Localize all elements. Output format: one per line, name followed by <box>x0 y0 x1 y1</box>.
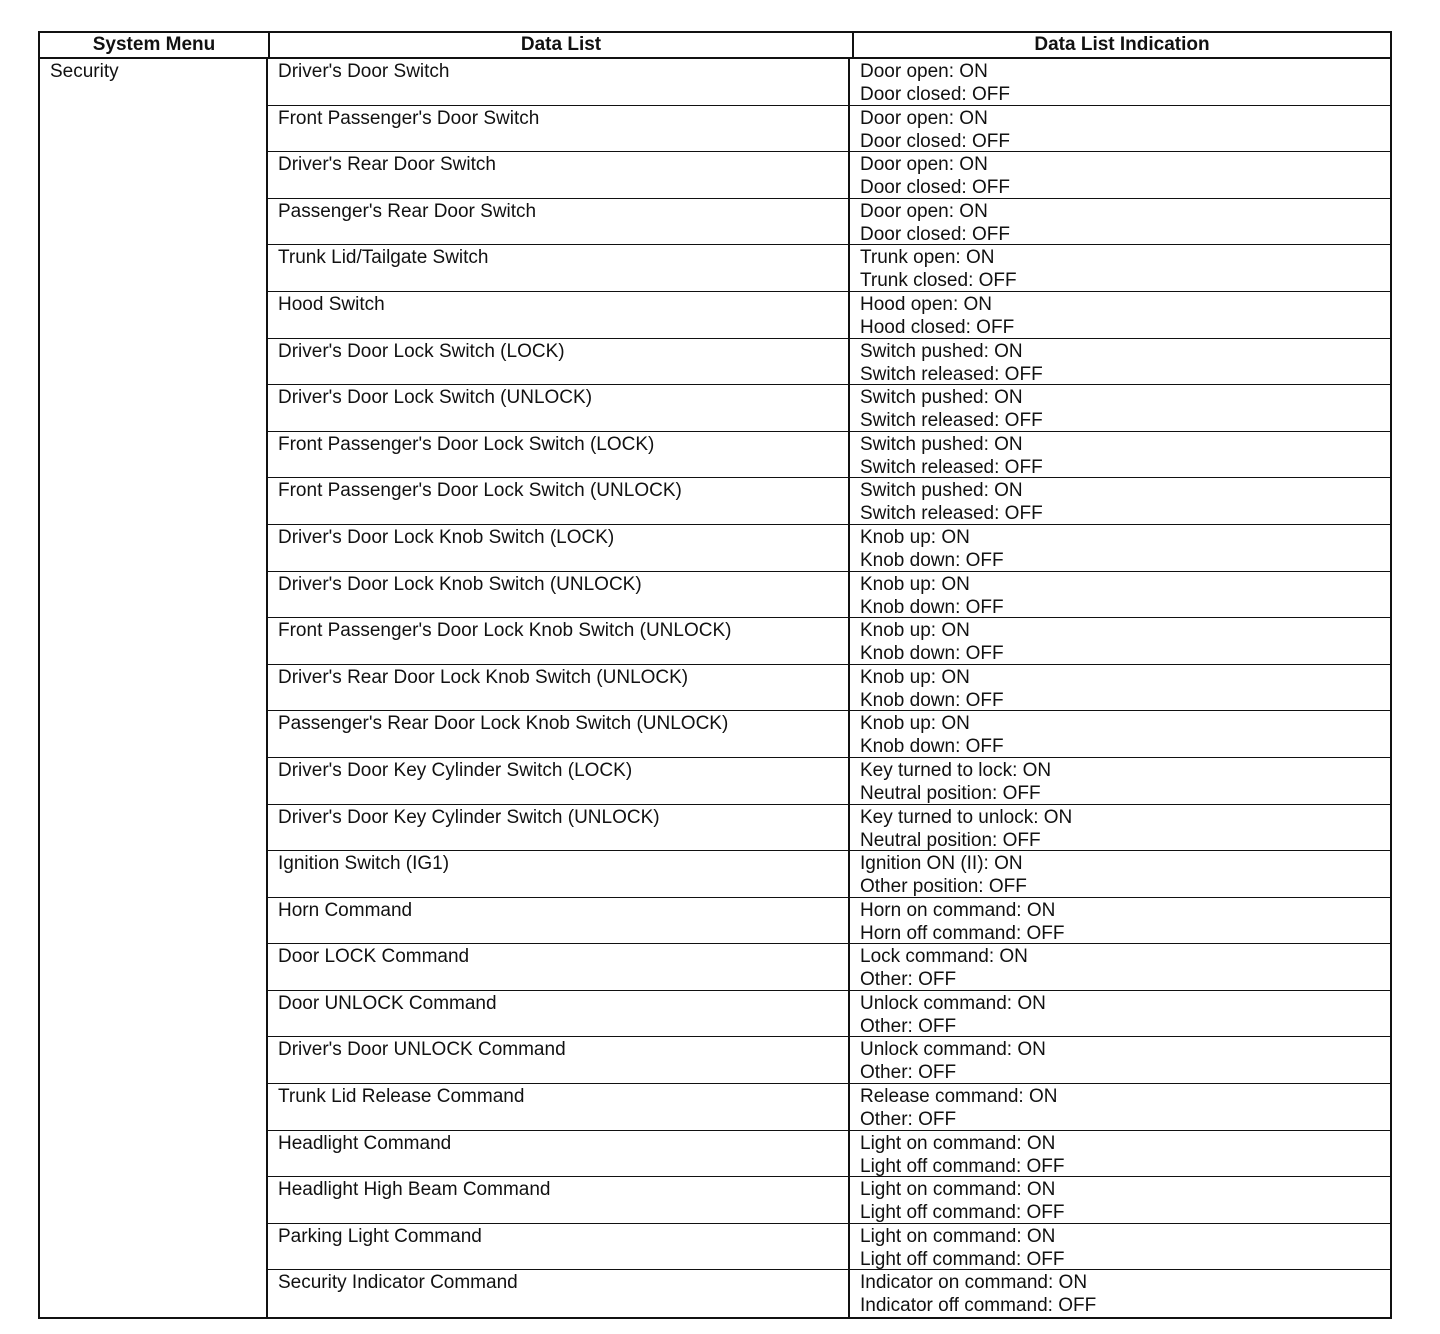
table-row <box>268 1177 1390 1224</box>
data-list-item: Driver's Rear Door Switch <box>268 152 850 198</box>
data-list-item: Front Passenger's Door Lock Switch (UNLOCK) <box>268 478 850 524</box>
table-row <box>268 944 1390 991</box>
table-row <box>268 339 1390 386</box>
data-list-item: Trunk Lid/Tailgate Switch <box>268 245 850 291</box>
indication-on: Switch pushed: ON <box>860 387 1023 409</box>
data-list-item: Driver's Door Key Cylinder Switch (LOCK) <box>268 758 850 804</box>
indication-cell <box>850 1177 1390 1223</box>
data-list-item: Front Passenger's Door Switch <box>268 106 850 152</box>
data-list-item: Driver's Door Key Cylinder Switch (UNLOCK) <box>268 805 850 851</box>
data-list-item: Door LOCK Command <box>268 944 850 990</box>
indication-off: Light off command: OFF <box>860 1248 1065 1270</box>
indication-cell <box>850 199 1390 245</box>
indication-on: Door open: ON <box>860 61 988 82</box>
indication-off: Trunk closed: OFF <box>860 270 1017 292</box>
data-list-item: Door UNLOCK Command <box>268 991 850 1037</box>
indication-off: Other: OFF <box>860 969 957 991</box>
indication-on: Hood open: ON <box>860 293 993 315</box>
data-list-item: Driver's Door Lock Switch (UNLOCK) <box>268 385 850 431</box>
indication-cell <box>850 851 1390 897</box>
indication-off: Switch released: OFF <box>860 456 1043 478</box>
indication-cell <box>850 1131 1390 1177</box>
table-row <box>268 1131 1390 1178</box>
table-row <box>268 1084 1390 1131</box>
table-header <box>40 33 1390 59</box>
indication-off: Indicator off command: OFF <box>860 1295 1097 1317</box>
indication-on: Light on command: ON <box>860 1225 1056 1247</box>
header-system-menu: System Menu <box>40 33 270 57</box>
indication-on: Key turned to lock: ON <box>860 759 1052 781</box>
table-row <box>268 385 1390 432</box>
indication-off: Door closed: OFF <box>860 223 1010 245</box>
indication-on: Key turned to unlock: ON <box>860 806 1073 828</box>
indication-off: Horn off command: OFF <box>860 922 1065 944</box>
indication-off: Light off command: OFF <box>860 1202 1065 1224</box>
table-row <box>268 991 1390 1038</box>
indication-on: Lock command: ON <box>860 946 1028 968</box>
indication-on: Switch pushed: ON <box>860 480 1023 502</box>
data-list-item: Horn Command <box>268 898 850 944</box>
indication-cell <box>850 758 1390 804</box>
indication-cell <box>850 944 1390 990</box>
indication-off: Knob down: OFF <box>860 643 1004 665</box>
indication-off: Door closed: OFF <box>860 177 1010 199</box>
indication-off: Knob down: OFF <box>860 596 1004 618</box>
indication-cell <box>850 618 1390 664</box>
table-row <box>268 59 1390 106</box>
table-row <box>268 1037 1390 1084</box>
indication-cell <box>850 432 1390 478</box>
data-list-item: Driver's Door UNLOCK Command <box>268 1037 850 1083</box>
table-body <box>40 59 1390 1317</box>
indication-on: Knob up: ON <box>860 713 970 735</box>
indication-off: Neutral position: OFF <box>860 829 1041 851</box>
indication-on: Unlock command: ON <box>860 992 1046 1014</box>
data-list-item: Driver's Door Lock Switch (LOCK) <box>268 339 850 385</box>
indication-off: Other: OFF <box>860 1015 957 1037</box>
table-row <box>268 618 1390 665</box>
data-list-item: Trunk Lid Release Command <box>268 1084 850 1130</box>
indication-off: Knob down: OFF <box>860 549 1004 571</box>
indication-off: Switch released: OFF <box>860 363 1043 385</box>
indication-cell <box>850 898 1390 944</box>
table-row <box>268 758 1390 805</box>
data-list-item: Front Passenger's Door Lock Knob Switch (UNLOCK) <box>268 618 850 664</box>
data-list-item: Front Passenger's Door Lock Switch (LOCK) <box>268 432 850 478</box>
indication-on: Horn on command: ON <box>860 899 1056 921</box>
indication-on: Door open: ON <box>860 154 988 176</box>
indication-cell <box>850 106 1390 152</box>
indication-off: Door closed: OFF <box>860 84 1010 105</box>
data-list-item: Ignition Switch (IG1) <box>268 851 850 897</box>
indication-cell <box>850 152 1390 198</box>
indication-on: Door open: ON <box>860 107 988 129</box>
table-row <box>268 1224 1390 1271</box>
indication-cell <box>850 1037 1390 1083</box>
indication-on: Knob up: ON <box>860 573 970 595</box>
indication-off: Knob down: OFF <box>860 736 1004 758</box>
data-list-item: Driver's Door Lock Knob Switch (UNLOCK) <box>268 572 850 618</box>
indication-on: Switch pushed: ON <box>860 340 1023 362</box>
table-row <box>268 711 1390 758</box>
table-row <box>268 851 1390 898</box>
indication-off: Door closed: OFF <box>860 130 1010 152</box>
indication-on: Unlock command: ON <box>860 1039 1046 1061</box>
indication-on: Trunk open: ON <box>860 247 995 269</box>
indication-off: Other: OFF <box>860 1109 957 1131</box>
indication-on: Release command: ON <box>860 1086 1058 1108</box>
data-list-item: Driver's Door Lock Knob Switch (LOCK) <box>268 525 850 571</box>
indication-off: Switch released: OFF <box>860 410 1043 432</box>
table-row <box>268 572 1390 619</box>
table-row <box>268 898 1390 945</box>
table-row <box>268 199 1390 246</box>
data-list-item: Hood Switch <box>268 292 850 338</box>
indication-on: Light on command: ON <box>860 1179 1056 1201</box>
table-row <box>268 432 1390 479</box>
indication-cell <box>850 478 1390 524</box>
indication-off: Light off command: OFF <box>860 1155 1065 1177</box>
indication-on: Knob up: ON <box>860 620 970 642</box>
indication-cell <box>850 711 1390 757</box>
indication-cell <box>850 1270 1390 1317</box>
indication-off: Other: OFF <box>860 1062 957 1084</box>
indication-on: Switch pushed: ON <box>860 433 1023 455</box>
data-list-item: Headlight High Beam Command <box>268 1177 850 1223</box>
data-list-table <box>38 31 1392 1319</box>
table-row <box>268 106 1390 153</box>
data-list-item: Security Indicator Command <box>268 1270 850 1317</box>
indication-off: Neutral position: OFF <box>860 782 1041 804</box>
header-data-list: Data List <box>270 33 854 57</box>
system-menu-cell: Security <box>40 59 268 1317</box>
indication-cell <box>850 245 1390 291</box>
table-row <box>268 805 1390 852</box>
table-row <box>268 152 1390 199</box>
indication-off: Hood closed: OFF <box>860 316 1015 338</box>
data-list-item: Passenger's Rear Door Lock Knob Switch (UNLOCK) <box>268 711 850 757</box>
table-row <box>268 665 1390 712</box>
indication-off: Knob down: OFF <box>860 689 1004 711</box>
indication-on: Light on command: ON <box>860 1132 1056 1154</box>
indication-cell <box>850 991 1390 1037</box>
indication-off: Other position: OFF <box>860 876 1027 898</box>
table-row <box>268 1270 1390 1317</box>
data-list-item: Passenger's Rear Door Switch <box>268 199 850 245</box>
data-list-item: Driver's Rear Door Lock Knob Switch (UNLOCK) <box>268 665 850 711</box>
indication-on: Knob up: ON <box>860 666 970 688</box>
table-row <box>268 245 1390 292</box>
indication-cell <box>850 525 1390 571</box>
indication-cell <box>850 59 1390 105</box>
indication-cell <box>850 805 1390 851</box>
indication-cell <box>850 1084 1390 1130</box>
table-row <box>268 478 1390 525</box>
indication-cell <box>850 1224 1390 1270</box>
data-list-item: Parking Light Command <box>268 1224 850 1270</box>
indication-on: Indicator on command: ON <box>860 1272 1088 1294</box>
indication-cell <box>850 292 1390 338</box>
indication-cell <box>850 385 1390 431</box>
indication-off: Switch released: OFF <box>860 503 1043 525</box>
indication-cell <box>850 572 1390 618</box>
data-rows <box>268 59 1390 1317</box>
indication-cell <box>850 665 1390 711</box>
header-indication: Data List Indication <box>1034 34 1210 55</box>
indication-cell <box>850 339 1390 385</box>
indication-on: Knob up: ON <box>860 526 970 548</box>
indication-on: Door open: ON <box>860 200 988 222</box>
data-list-item: Headlight Command <box>268 1131 850 1177</box>
indication-on: Ignition ON (II): ON <box>860 853 1023 875</box>
data-list-item: Driver's Door Switch <box>268 59 850 105</box>
table-row <box>268 525 1390 572</box>
table-row <box>268 292 1390 339</box>
